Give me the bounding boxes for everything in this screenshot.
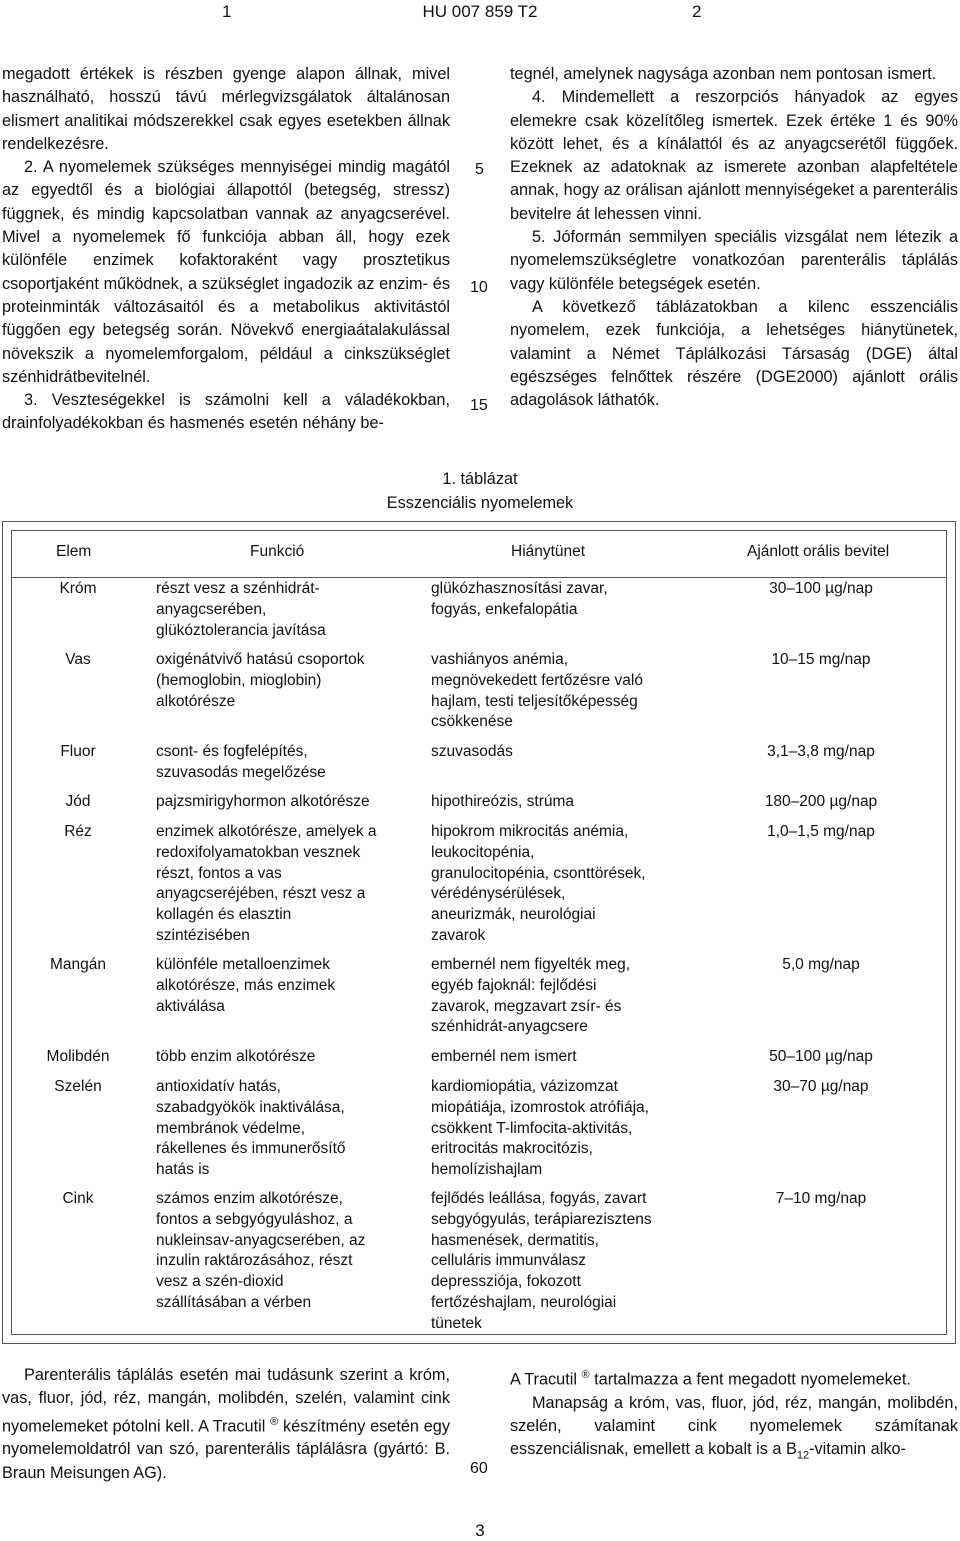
table-header — [12, 531, 946, 578]
cell-function: különféle metalloenzimek alkotórésze, más enzimek aktiválása — [156, 956, 336, 1015]
table-title: Esszenciális nyomelemek — [386, 494, 574, 512]
document-id: HU 007 859 T2 — [422, 2, 538, 21]
paragraph: megadott értékek is részben gyenge alapon állnak, mivel használható, hosszú távú mérlegvizsgálatok általánosan elismert analitikai módszerekkel csak egyes esetekben állnak rendelkezésre. — [2, 65, 450, 153]
registered-mark: ® — [270, 1415, 279, 1428]
line-number: 10 — [470, 279, 488, 296]
cell-deficiency: kardiomiopátia, vázizomzat miopátiája, izomrostok atrófiája, csökkent T-limfocita-aktivitás, eritrocitás makrocitózis, hemolízishajlam — [431, 1078, 649, 1179]
cell-elem: Szelén — [54, 1078, 102, 1095]
header-dose: Ajánlott orális bevitel — [747, 543, 890, 560]
cell-deficiency: embernél nem ismert — [431, 1048, 577, 1065]
cell-function: enzimek alkotórésze, amelyek a redoxifolyamatokban vesznek részt, fontos a vas anyagcseréjében, részt vesz a kollagén és elasztin szintézisében — [156, 823, 377, 944]
cell-deficiency: szuvasodás — [431, 743, 513, 760]
cell-function: oxigénátvivő hatású csoportok (hemoglobin, mioglobin) alkotórésze — [156, 651, 365, 710]
cell-deficiency: fejlődés leállása, fogyás, zavart sebgyógyulás, terápiarezisztens hasmenések, dermatitis, celluláris immunválasz depressziója, fokozott fertőzéshajlam, neurológiai tünetek — [431, 1190, 652, 1332]
cell-elem: Molibdén — [46, 1048, 110, 1065]
cell-elem: Jód — [65, 793, 91, 810]
paragraph: tegnél, amelynek nagysága azonban nem pontosan ismert. — [510, 65, 937, 83]
cell-dose: 7–10 mg/nap — [775, 1190, 867, 1207]
cell-function: több enzim alkotórésze — [156, 1048, 316, 1065]
cell-elem: Mangán — [49, 956, 106, 973]
paragraph: 5. Jóformán semmilyen speciális vizsgálat nem létezik a nyomelemszükségletre vonatkozóan parenterális táplálás vagy különféle betegségek esetén. — [510, 228, 958, 293]
line-number: 60 — [470, 1460, 488, 1477]
paragraph: A Tracutil ® tartalmazza a fent megadott nyomelemeket. — [510, 1369, 911, 1389]
cell-elem: Króm — [59, 580, 97, 597]
cell-elem: Cink — [62, 1190, 94, 1207]
paragraph: 3. Veszteségekkel is számolni kell a váladékokban, drainfolyadékokban és hasmenés esetén néhány be- — [2, 391, 450, 433]
cell-dose: 1,0–1,5 mg/nap — [767, 823, 875, 840]
cell-dose: 3,1–3,8 mg/nap — [767, 743, 875, 760]
line-number: 15 — [470, 397, 488, 414]
cell-dose: 50–100 µg/nap — [769, 1048, 873, 1065]
cell-dose: 30–100 µg/nap — [769, 580, 873, 597]
cell-dose: 180–200 µg/nap — [764, 793, 878, 810]
paragraph: Manapság a króm, vas, fluor, jód, réz, mangán, molibdén, szelén, valamint cink nyomelemek számítanak esszenciálisnak, emellett a kobalt is a $B_{12}$-vitamin alko- — [510, 1393, 958, 1462]
registered-mark: ® — [581, 1369, 590, 1381]
paragraph: Parenterális táplálás esetén mai tudásunk szerint a króm, vas, fluor, jód, réz, mangán, molibdén, szelén, valamint cink nyomelemeket pótolni kell. A Tracutil ® készítmény esetén egy nyomelemoldatról van szó, parenterális táplálásra (gyártó: B. Braun Meisungen AG). — [2, 1366, 450, 1482]
cell-elem: Réz — [64, 823, 92, 840]
cell-function: részt vesz a szénhidrát- anyagcserében, glükóztolerancia javítása — [156, 580, 326, 639]
cell-deficiency: hipokrom mikrocitás anémia, leukocitopénia, granulocitopénia, csonttörések, vérédénysérülések, aneurizmák, neurológiai zavarok — [431, 823, 646, 944]
cell-deficiency: hipothireózis, strúma — [431, 793, 575, 810]
cell-elem: Vas — [65, 651, 91, 668]
bottom-right-column — [510, 1364, 958, 1468]
header-elem: Elem — [56, 543, 92, 560]
subscript: 12 — [796, 1449, 810, 1462]
cell-dose: 5,0 mg/nap — [782, 956, 860, 973]
cell-function: számos enzim alkotórésze, fontos a sebgyógyuláshoz, a nukleinsav-anyagcserében, az inzulin raktározásához, részt vesz a szén-dioxid szállításában a vérben — [156, 1190, 366, 1311]
cell-function: antioxidatív hatás, szabadgyökök inaktiválása, membránok védelme, rákellenes és immunerősítő hatás is — [156, 1078, 346, 1179]
trace-elements-table — [2, 521, 956, 1344]
cell-function: csont- és fogfelépítés, szuvasodás megelőzése — [156, 743, 326, 781]
left-column — [2, 63, 450, 436]
cell-deficiency: vashiányos anémia, megnövekedett fertőzésre való hajlam, testi teljesítőképesség csökkenése — [431, 651, 643, 731]
cell-function: pajzsmirigyhormon alkotórésze — [156, 793, 370, 810]
paragraph: A következő táblázatokban a kilenc esszenciális nyomelem, ezek funkciója, a lehetséges hiánytünetek, valamint a Német Táplálkozási Társaság (DGE) által egészséges felnőttek részére (DGE2000) ajánlott orális adagolások láthatók. — [510, 297, 958, 410]
right-column — [510, 63, 958, 412]
cell-deficiency: embernél nem figyelték meg, egyéb fajoknál: fejlődési zavarok, megzavart zsír- és szénhidrát-anyagcsere — [431, 956, 631, 1036]
header-function: Funkció — [250, 543, 305, 560]
page-number: 3 — [475, 1521, 485, 1540]
bottom-left-column — [2, 1364, 450, 1485]
page-number-left: 1 — [222, 2, 232, 21]
page-number-right: 2 — [692, 2, 702, 21]
line-number: 5 — [475, 161, 484, 178]
cell-deficiency: glükózhasznosítási zavar, fogyás, enkefalopátia — [431, 580, 608, 618]
cell-elem: Fluor — [60, 743, 96, 760]
cell-dose: 30–70 µg/nap — [773, 1078, 869, 1095]
paragraph: 4. Mindemellett a reszorpciós hányadok az egyes elemekre csak közelítőleg ismertek. Ezek értéke 1 és 90% között lehet, és a kínálattól és az anyagcserétől függőek. Ezeknek az adatoknak az ismerete azonban alapfeltétele annak, hogy az orálisan ajánlott mennyiségeket a parenterális bevitelre át lehessen vinni. — [510, 88, 958, 223]
header-deficiency: Hiánytünet — [511, 543, 586, 560]
cell-dose: 10–15 mg/nap — [771, 651, 871, 668]
table-number: 1. táblázat — [442, 470, 518, 488]
paragraph: 2. A nyomelemek szükséges mennyiségei mindig magától az egyedtől és a biológiai állapottól (betegség, stressz) függnek, és mindig kapcsolatban vannak az anyagcserével. Mivel a nyomelemek fő funkciója abban áll, hogy ezek különféle enzimek kofaktoraként vagy prosztetikus csoportjaként működnek, a szükséglet ingadozik az enzim- és proteinminták változásaitól és a metabolikus aktivitástól függően egy betegség során. Növekvő energiaátalakulással növekszik a nyomelemforgalom, például a cinkszükséglet szénhidrátbevitelnél. — [2, 158, 450, 386]
